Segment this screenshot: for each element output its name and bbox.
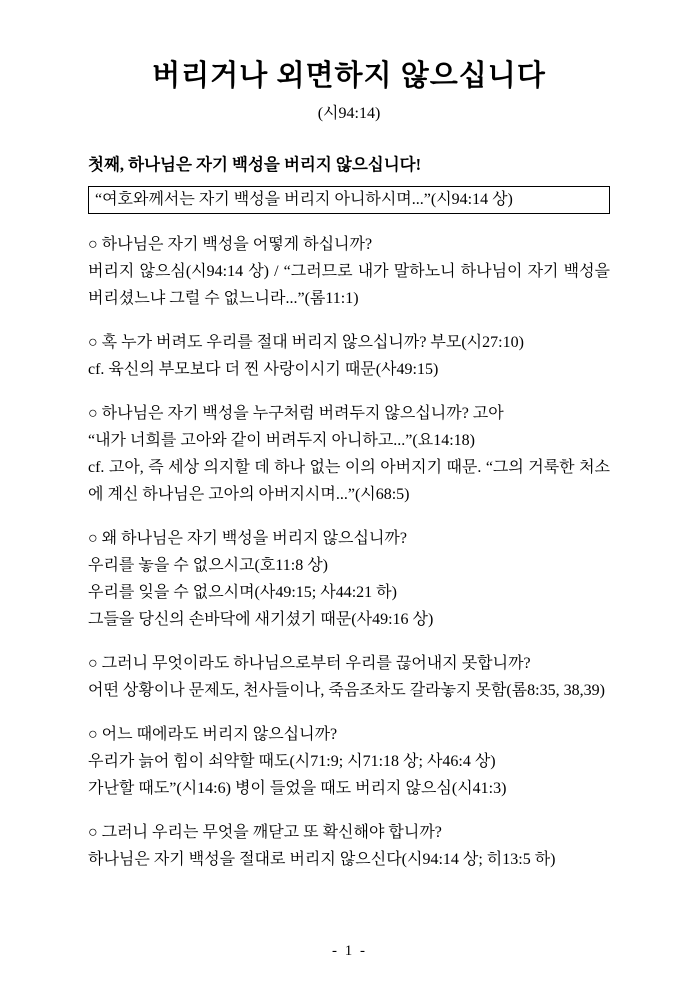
qa-block — [88, 650, 610, 704]
page-title: 버리거나 외면하지 않으십니다 — [152, 60, 546, 92]
paragraph-line: 어떤 상황이나 문제도, 천사들이나, 죽음조차도 갈라놓지 못함(롬8:35, 38,39) — [88, 682, 605, 699]
page-number: - 1 - — [332, 943, 367, 959]
paragraph-line: 버리지 않으심(시94:14 상) / “그러므로 내가 말하노니 하나님이 자기 백성을 버리셨느냐 그럴 수 없느니라...”(롬11:1) — [88, 263, 610, 307]
qa-block — [88, 329, 610, 383]
paragraph-line: ○ 하나님은 자기 백성을 누구처럼 버려두지 않으십니까? 고아 — [88, 405, 504, 422]
paragraph-line: cf. 고아, 즉 세상 의지할 데 하나 없는 이의 아버지기 때문. “그의 거룩한 처소에 계신 하나님은 고아의 아버지시며...”(시68:5) — [88, 459, 610, 503]
paragraph-line: 가난할 때도”(시14:6) 병이 들었을 때도 버리지 않으심(시41:3) — [88, 780, 507, 797]
paragraph-line: cf. 육신의 부모보다 더 찐 사랑이시기 때문(사49:15) — [88, 361, 439, 378]
paragraph-line: 우리를 놓을 수 없으시고(호11:8 상) — [88, 557, 328, 574]
verse-box-text: “여호와께서는 자기 백성을 버리지 아니하시며...”(시94:14 상) — [95, 191, 513, 208]
paragraph-line: ○ 그러니 우리는 무엇을 깨닫고 또 확신해야 합니까? — [88, 824, 442, 841]
content-blocks — [88, 231, 610, 873]
qa-block — [88, 721, 610, 802]
paragraph-line: “내가 너희를 고아와 같이 버려두지 아니하고...”(요14:18) — [88, 432, 475, 449]
qa-block — [88, 525, 610, 633]
paragraph-line: ○ 그러니 무엇이라도 하나님으로부터 우리를 끊어내지 못합니까? — [88, 655, 531, 672]
title-scripture-reference: (시94:14) — [317, 105, 381, 122]
qa-block — [88, 819, 610, 873]
paragraph-line: ○ 왜 하나님은 자기 백성을 버리지 않으십니까? — [88, 530, 407, 547]
verse-box — [88, 186, 610, 214]
paragraph-line: 그들을 당신의 손바닥에 새기셨기 때문(사49:16 상) — [88, 611, 434, 628]
qa-block — [88, 231, 610, 312]
paragraph-line: ○ 혹 누가 버려도 우리를 절대 버리지 않으십니까? 부모(시27:10) — [88, 334, 524, 351]
paragraph-line: 우리를 잊을 수 없으시며(사49:15; 사44:21 하) — [88, 584, 397, 601]
paragraph-line: ○ 어느 때에라도 버리지 않으십니까? — [88, 726, 338, 743]
section-heading: 첫째, 하나님은 자기 백성을 버리지 않으십니다! — [88, 155, 422, 174]
paragraph-line: ○ 하나님은 자기 백성을 어떻게 하십니까? — [88, 236, 373, 253]
paragraph-line: 하나님은 자기 백성을 절대로 버리지 않으신다(시94:14 상; 히13:5 하) — [88, 851, 556, 868]
qa-block — [88, 400, 610, 508]
paragraph-line: 우리가 늙어 힘이 쇠약할 때도(시71:9; 시71:18 상; 사46:4 상) — [88, 753, 496, 770]
